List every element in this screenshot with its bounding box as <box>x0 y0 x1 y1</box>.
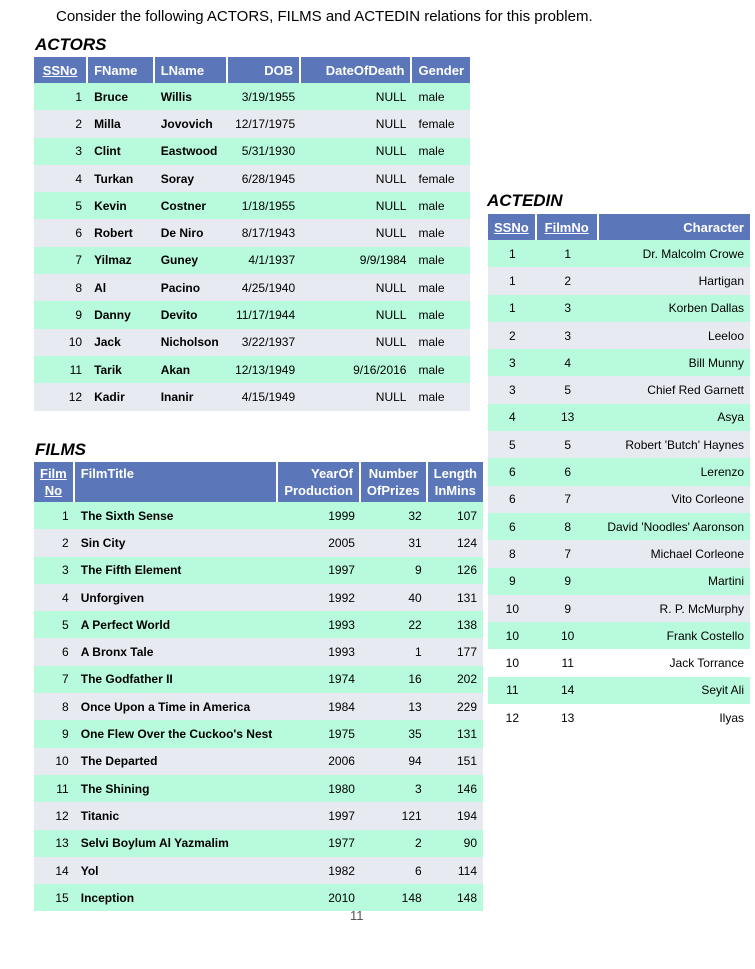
cell-filmno: 5 <box>537 376 599 403</box>
cell-ssno: 12 <box>488 704 537 731</box>
cell-filmno: 8 <box>537 513 599 540</box>
cell-gender: male <box>412 356 470 383</box>
cell-ssno: 10 <box>34 329 88 356</box>
cell-ssno: 10 <box>488 595 537 622</box>
cell-year: 2005 <box>278 529 361 556</box>
cell-ssno: 8 <box>488 540 537 567</box>
cell-length: 107 <box>428 502 483 529</box>
cell-dateofdeath: NULL <box>301 329 412 356</box>
cell-dob: 3/19/1955 <box>228 83 301 110</box>
cell-dob: 1/18/1955 <box>228 192 301 219</box>
table-row <box>488 677 750 704</box>
cell-title: The Godfather II <box>75 666 279 693</box>
cell-dob: 12/17/1975 <box>228 110 301 137</box>
cell-ssno: 6 <box>34 219 88 246</box>
cell-ssno: 3 <box>34 138 88 165</box>
cell-year: 1999 <box>278 502 361 529</box>
table-row <box>488 376 750 403</box>
cell-dateofdeath: NULL <box>301 110 412 137</box>
table-row <box>488 595 750 622</box>
cell-filmno: 3 <box>537 322 599 349</box>
cell-character: Lerenzo <box>599 458 750 485</box>
page-number: 11 <box>350 908 364 923</box>
cell-year: 1975 <box>278 720 361 747</box>
cell-gender: male <box>412 219 470 246</box>
cell-lname: Soray <box>155 165 228 192</box>
cell-fname: Clint <box>88 138 155 165</box>
cell-title: Unforgiven <box>75 584 279 611</box>
cell-filmno: 9 <box>537 595 599 622</box>
cell-filmno: 12 <box>34 802 75 829</box>
cell-dob: 3/22/1937 <box>228 329 301 356</box>
cell-character: Seyit Ali <box>599 677 750 704</box>
cell-filmno: 13 <box>34 830 75 857</box>
cell-fname: Kadir <box>88 383 155 410</box>
cell-ssno: 12 <box>34 383 88 410</box>
cell-fname: Kevin <box>88 192 155 219</box>
cell-dob: 4/25/1940 <box>228 274 301 301</box>
cell-dateofdeath: NULL <box>301 138 412 165</box>
cell-gender: female <box>412 110 470 137</box>
actors-col-lname: LName <box>155 57 228 83</box>
actors-table <box>34 57 470 411</box>
table-row <box>34 83 470 110</box>
cell-year: 1997 <box>278 557 361 584</box>
cell-filmno: 13 <box>537 704 599 731</box>
films-col-title: FilmTitle <box>75 462 279 502</box>
cell-year: 1980 <box>278 775 361 802</box>
cell-length: 131 <box>428 584 483 611</box>
table-row <box>34 219 470 246</box>
cell-prizes: 13 <box>361 693 428 720</box>
actedin-col-ssno: SSNo <box>488 214 537 240</box>
cell-prizes: 9 <box>361 557 428 584</box>
cell-title: The Departed <box>75 748 279 775</box>
table-row <box>34 192 470 219</box>
cell-fname: Danny <box>88 301 155 328</box>
cell-ssno: 4 <box>488 404 537 431</box>
cell-dateofdeath: NULL <box>301 165 412 192</box>
cell-character: Frank Costello <box>599 622 750 649</box>
cell-filmno: 14 <box>537 677 599 704</box>
cell-filmno: 1 <box>537 240 599 267</box>
cell-ssno: 1 <box>488 240 537 267</box>
cell-year: 2010 <box>278 884 361 911</box>
cell-dob: 8/17/1943 <box>228 219 301 246</box>
cell-dateofdeath: NULL <box>301 301 412 328</box>
cell-title: One Flew Over the Cuckoo's Nest <box>75 720 279 747</box>
cell-character: Chief Red Garnett <box>599 376 750 403</box>
table-row <box>34 529 483 556</box>
films-col-prizes-line1: Number <box>368 466 418 481</box>
cell-lname: Jovovich <box>155 110 228 137</box>
table-row <box>488 568 750 595</box>
table-row <box>34 666 483 693</box>
table-row <box>34 274 470 301</box>
table-row <box>488 513 750 540</box>
table-row <box>488 458 750 485</box>
cell-title: Once Upon a Time in America <box>75 693 279 720</box>
cell-character: R. P. McMurphy <box>599 595 750 622</box>
cell-dateofdeath: NULL <box>301 219 412 246</box>
cell-length: 126 <box>428 557 483 584</box>
cell-ssno: 9 <box>488 568 537 595</box>
cell-gender: male <box>412 383 470 410</box>
cell-dob: 4/1/1937 <box>228 247 301 274</box>
cell-dob: 12/13/1949 <box>228 356 301 383</box>
cell-prizes: 3 <box>361 775 428 802</box>
table-row <box>34 611 483 638</box>
cell-filmno: 6 <box>537 458 599 485</box>
cell-title: Titanic <box>75 802 279 829</box>
cell-lname: Willis <box>155 83 228 110</box>
cell-prizes: 22 <box>361 611 428 638</box>
table-row <box>34 383 470 410</box>
cell-gender: male <box>412 301 470 328</box>
table-row <box>34 720 483 747</box>
cell-gender: male <box>412 192 470 219</box>
actors-title: ACTORS <box>35 35 107 54</box>
films-col-filmno-line2: No <box>44 483 63 498</box>
cell-character: Vito Corleone <box>599 486 750 513</box>
cell-filmno: 14 <box>34 857 75 884</box>
cell-gender: male <box>412 83 470 110</box>
cell-filmno: 13 <box>537 404 599 431</box>
cell-lname: Nicholson <box>155 329 228 356</box>
cell-character: Dr. Malcolm Crowe <box>599 240 750 267</box>
cell-filmno: 3 <box>537 295 599 322</box>
table-row <box>34 830 483 857</box>
cell-fname: Tarik <box>88 356 155 383</box>
films-col-length-line1: Length <box>433 466 477 481</box>
table-row <box>34 884 483 911</box>
table-row <box>34 110 470 137</box>
cell-character: Leeloo <box>599 322 750 349</box>
cell-lname: De Niro <box>155 219 228 246</box>
cell-dateofdeath: NULL <box>301 83 412 110</box>
cell-ssno: 11 <box>488 677 537 704</box>
cell-filmno: 8 <box>34 693 75 720</box>
films-col-length-line2: InMins <box>434 483 476 498</box>
table-row <box>34 356 470 383</box>
cell-filmno: 6 <box>34 638 75 665</box>
cell-prizes: 1 <box>361 638 428 665</box>
cell-character: Jack Torrance <box>599 649 750 676</box>
intro-text: Consider the following ACTORS, FILMS and ACTEDIN relations for this problem. <box>56 8 593 25</box>
cell-filmno: 15 <box>34 884 75 911</box>
cell-lname: Guney <box>155 247 228 274</box>
cell-year: 1993 <box>278 638 361 665</box>
cell-title: The Shining <box>75 775 279 802</box>
cell-ssno: 3 <box>488 349 537 376</box>
cell-title: Sin City <box>75 529 279 556</box>
cell-title: Selvi Boylum Al Yazmalim <box>75 830 279 857</box>
table-row <box>488 322 750 349</box>
cell-gender: female <box>412 165 470 192</box>
cell-fname: Yilmaz <box>88 247 155 274</box>
cell-year: 1993 <box>278 611 361 638</box>
cell-length: 194 <box>428 802 483 829</box>
actedin-col-filmno: FilmNo <box>537 214 599 240</box>
cell-filmno: 2 <box>34 529 75 556</box>
cell-title: Inception <box>75 884 279 911</box>
cell-length: 90 <box>428 830 483 857</box>
cell-character: Robert 'Butch' Haynes <box>599 431 750 458</box>
cell-length: 148 <box>428 884 483 911</box>
cell-filmno: 7 <box>34 666 75 693</box>
cell-prizes: 2 <box>361 830 428 857</box>
cell-gender: male <box>412 247 470 274</box>
cell-dateofdeath: NULL <box>301 192 412 219</box>
table-row <box>488 240 750 267</box>
cell-ssno: 6 <box>488 486 537 513</box>
cell-character: Bill Munny <box>599 349 750 376</box>
cell-gender: male <box>412 138 470 165</box>
cell-lname: Devito <box>155 301 228 328</box>
cell-ssno: 2 <box>488 322 537 349</box>
cell-character: Martini <box>599 568 750 595</box>
cell-character: Hartigan <box>599 267 750 294</box>
cell-filmno: 9 <box>537 568 599 595</box>
cell-lname: Pacino <box>155 274 228 301</box>
table-row <box>488 540 750 567</box>
cell-title: The Fifth Element <box>75 557 279 584</box>
cell-lname: Eastwood <box>155 138 228 165</box>
cell-character: David 'Noodles' Aaronson <box>599 513 750 540</box>
table-row <box>34 584 483 611</box>
table-row <box>34 502 483 529</box>
cell-year: 2006 <box>278 748 361 775</box>
cell-ssno: 3 <box>488 376 537 403</box>
cell-length: 114 <box>428 857 483 884</box>
table-row <box>488 486 750 513</box>
cell-filmno: 4 <box>34 584 75 611</box>
cell-length: 124 <box>428 529 483 556</box>
table-row <box>34 329 470 356</box>
table-row <box>488 404 750 431</box>
cell-ssno: 6 <box>488 458 537 485</box>
cell-filmno: 11 <box>34 775 75 802</box>
table-row <box>34 802 483 829</box>
actors-col-gender: Gender <box>412 57 470 83</box>
cell-length: 177 <box>428 638 483 665</box>
actors-col-dob: DOB <box>228 57 301 83</box>
cell-length: 202 <box>428 666 483 693</box>
cell-ssno: 5 <box>34 192 88 219</box>
cell-length: 131 <box>428 720 483 747</box>
cell-ssno: 1 <box>488 267 537 294</box>
films-col-filmno-line1: Film <box>40 466 67 481</box>
cell-ssno: 9 <box>34 301 88 328</box>
actors-col-ssno: SSNo <box>34 57 88 83</box>
cell-ssno: 8 <box>34 274 88 301</box>
cell-ssno: 11 <box>34 356 88 383</box>
cell-length: 138 <box>428 611 483 638</box>
cell-length: 146 <box>428 775 483 802</box>
table-row <box>34 138 470 165</box>
cell-year: 1992 <box>278 584 361 611</box>
cell-dateofdeath: 9/9/1984 <box>301 247 412 274</box>
cell-title: Yol <box>75 857 279 884</box>
cell-ssno: 1 <box>34 83 88 110</box>
cell-fname: Al <box>88 274 155 301</box>
cell-prizes: 148 <box>361 884 428 911</box>
cell-prizes: 94 <box>361 748 428 775</box>
cell-fname: Turkan <box>88 165 155 192</box>
films-title: FILMS <box>35 440 86 459</box>
cell-filmno: 1 <box>34 502 75 529</box>
cell-year: 1982 <box>278 857 361 884</box>
cell-filmno: 10 <box>537 622 599 649</box>
cell-dob: 11/17/1944 <box>228 301 301 328</box>
cell-dateofdeath: NULL <box>301 274 412 301</box>
cell-prizes: 40 <box>361 584 428 611</box>
table-row <box>488 649 750 676</box>
cell-filmno: 2 <box>537 267 599 294</box>
actors-col-dateofdeath: DateOfDeath <box>301 57 412 83</box>
cell-ssno: 10 <box>488 649 537 676</box>
table-row <box>34 748 483 775</box>
table-row <box>34 775 483 802</box>
cell-gender: male <box>412 274 470 301</box>
table-row <box>34 857 483 884</box>
films-col-prizes-line2: OfPrizes <box>366 483 420 498</box>
cell-year: 1977 <box>278 830 361 857</box>
actedin-table <box>488 214 750 731</box>
cell-ssno: 5 <box>488 431 537 458</box>
cell-fname: Bruce <box>88 83 155 110</box>
cell-ssno: 10 <box>488 622 537 649</box>
table-row <box>488 431 750 458</box>
table-row <box>488 349 750 376</box>
cell-prizes: 16 <box>361 666 428 693</box>
cell-ssno: 6 <box>488 513 537 540</box>
cell-ssno: 2 <box>34 110 88 137</box>
table-row <box>34 247 470 274</box>
cell-filmno: 4 <box>537 349 599 376</box>
cell-lname: Inanir <box>155 383 228 410</box>
cell-filmno: 10 <box>34 748 75 775</box>
cell-character: Asya <box>599 404 750 431</box>
cell-fname: Jack <box>88 329 155 356</box>
cell-filmno: 11 <box>537 649 599 676</box>
films-col-year-line2: Production <box>284 483 353 498</box>
actedin-col-character: Character <box>599 214 750 240</box>
cell-gender: male <box>412 329 470 356</box>
cell-dob: 5/31/1930 <box>228 138 301 165</box>
cell-filmno: 7 <box>537 540 599 567</box>
cell-prizes: 32 <box>361 502 428 529</box>
films-col-prizes <box>361 462 428 502</box>
cell-length: 229 <box>428 693 483 720</box>
actedin-title: ACTEDIN <box>487 191 563 210</box>
cell-character: Korben Dallas <box>599 295 750 322</box>
cell-dateofdeath: 9/16/2016 <box>301 356 412 383</box>
cell-lname: Akan <box>155 356 228 383</box>
table-row <box>488 704 750 731</box>
cell-filmno: 3 <box>34 557 75 584</box>
cell-prizes: 6 <box>361 857 428 884</box>
cell-filmno: 9 <box>34 720 75 747</box>
cell-filmno: 7 <box>537 486 599 513</box>
cell-fname: Robert <box>88 219 155 246</box>
films-col-length <box>428 462 483 502</box>
films-col-year <box>278 462 361 502</box>
table-row <box>34 638 483 665</box>
films-col-filmno <box>34 462 75 502</box>
table-row <box>488 267 750 294</box>
cell-fname: Milla <box>88 110 155 137</box>
cell-ssno: 1 <box>488 295 537 322</box>
table-row <box>34 557 483 584</box>
actors-col-fname: FName <box>88 57 155 83</box>
cell-character: Michael Corleone <box>599 540 750 567</box>
table-row <box>488 295 750 322</box>
cell-filmno: 5 <box>537 431 599 458</box>
cell-filmno: 5 <box>34 611 75 638</box>
cell-ssno: 7 <box>34 247 88 274</box>
cell-character: Ilyas <box>599 704 750 731</box>
cell-ssno: 4 <box>34 165 88 192</box>
cell-prizes: 121 <box>361 802 428 829</box>
cell-lname: Costner <box>155 192 228 219</box>
cell-prizes: 31 <box>361 529 428 556</box>
cell-title: A Bronx Tale <box>75 638 279 665</box>
cell-length: 151 <box>428 748 483 775</box>
cell-dob: 4/15/1949 <box>228 383 301 410</box>
cell-dob: 6/28/1945 <box>228 165 301 192</box>
cell-title: A Perfect World <box>75 611 279 638</box>
cell-year: 1984 <box>278 693 361 720</box>
films-col-year-line1: YearOf <box>311 466 353 481</box>
cell-dateofdeath: NULL <box>301 383 412 410</box>
table-row <box>34 165 470 192</box>
cell-year: 1997 <box>278 802 361 829</box>
table-row <box>34 693 483 720</box>
table-row <box>488 622 750 649</box>
table-row <box>34 301 470 328</box>
cell-prizes: 35 <box>361 720 428 747</box>
cell-title: The Sixth Sense <box>75 502 279 529</box>
cell-year: 1974 <box>278 666 361 693</box>
films-table <box>34 462 483 911</box>
